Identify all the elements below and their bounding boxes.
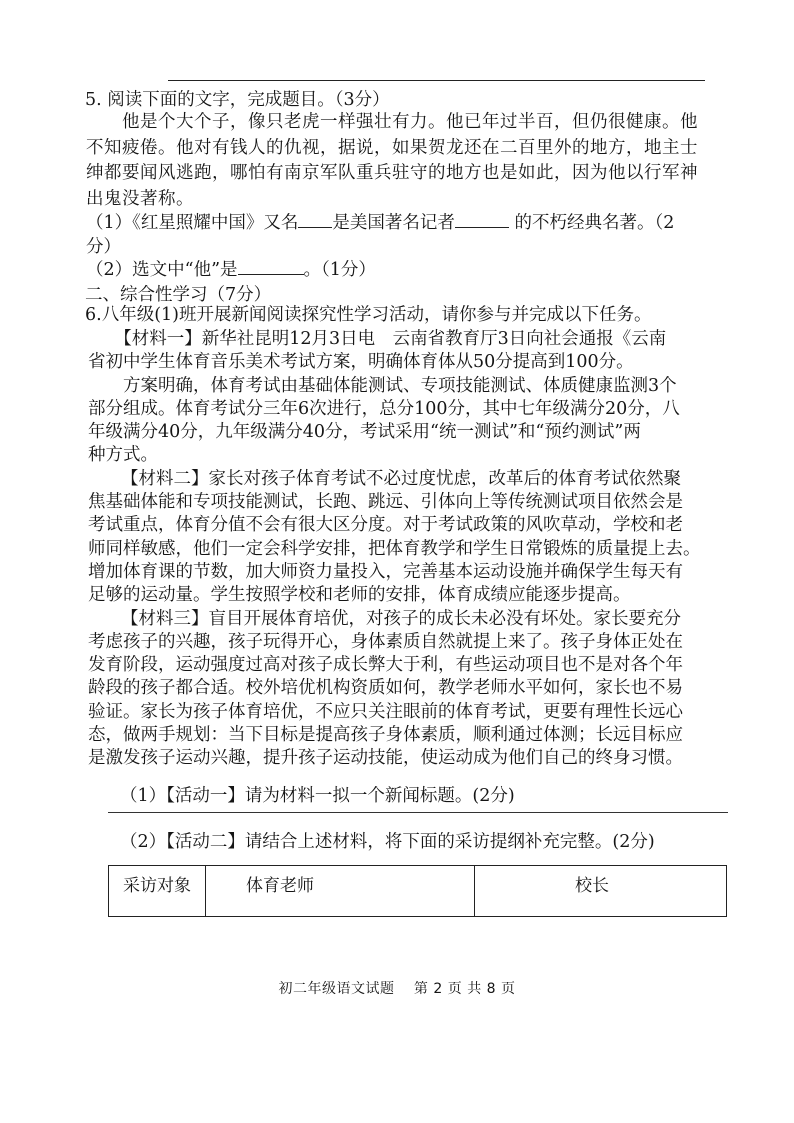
- material-line: 焦基础体能和专项技能测试，长跑、跳远、引体向上等传统测试项目依然会是: [88, 492, 683, 513]
- material-line: 【材料一】新华社昆明12月3日电 云南省教育厅3日向社会通报《云南: [88, 329, 667, 349]
- q5-2-suffix: 。（1分）: [303, 260, 376, 280]
- material-line: 种方式。: [88, 445, 158, 466]
- material-line: 考虑孩子的兴趣，孩子玩得开心，身体素质自然就提上来了。孩子身体正处在: [88, 631, 683, 652]
- interview-outline-table: [108, 865, 727, 917]
- material-line: 师同样敏感，他们一定会科学安排，把体育教学和学生日常锻炼的质量提上去。: [88, 538, 701, 559]
- material-line: 部分组成。体育考试分三年6次进行，总分100分，其中七年级满分20分，八: [88, 398, 680, 419]
- principal-cell[interactable]: 校长: [475, 866, 727, 917]
- answer-blank-reporter[interactable]: [455, 210, 509, 228]
- section-2-heading: 二、综合性学习（7分）: [85, 285, 272, 305]
- question-6-title: 6.八年级(1)班开展新闻阅读探究性学习活动，请你参与并完成以下任务。: [85, 305, 652, 325]
- question-5-part-1: [86, 210, 674, 260]
- passage-line: 他是个大个子，像只老虎一样强壮有力。他已年过半百，但仍很健康。他: [86, 112, 698, 132]
- material-line: 态，做两手规划：当下目标是提高孩子身体素质，顺利通过体测；长远目标应: [88, 725, 683, 746]
- question-5-part-2: [86, 257, 376, 283]
- q5-1-middle: 是美国著名记者: [332, 213, 455, 233]
- activity-2-prompt: （2）【活动二】请结合上述材料，将下面的采访提纲补充完整。(2分): [120, 832, 655, 852]
- passage-line: 不知疲倦。他对有钱人的仇视，据说，如果贺龙还在二百里外的地方，地主士: [86, 137, 698, 158]
- material-line: 龄段的孩子都合适。校外培优机构资质如何，教学老师水平如何，家长也不易: [88, 678, 683, 699]
- activity-1-answer-line[interactable]: [108, 812, 728, 813]
- passage-line: 绅都要闻风逃跑，哪怕有南京军队重兵驻守的地方也是如此，因为他以行军神: [86, 163, 698, 183]
- q5-1-prefix: （1）《红星照耀中国》又名: [86, 213, 299, 233]
- material-line: 验证。家长为孩子体育培优，不应只关注眼前的体育考试，更要有理性长远心: [88, 701, 683, 722]
- answer-blank-he[interactable]: [238, 257, 304, 275]
- material-line: 【材料三】盲目开展体育培优，对孩子的成长未必没有坏处。家长要充分: [121, 608, 681, 629]
- material-line: 足够的运动量。学生按照学校和老师的安排，体育成绩应能逐步提高。: [88, 585, 631, 606]
- material-line: 考试重点，体育分值不会有很大区分度。对于考试政策的风吹草动，学校和老: [88, 515, 683, 536]
- top-rule: [168, 80, 705, 81]
- q5-1-suffix: 的不朽经典名著。（2: [508, 213, 675, 233]
- page-footer: 初二年级语文试题 第 2 页 共 8 页: [278, 981, 516, 997]
- activity-1-prompt: （1）【活动一】请为材料一拟一个新闻标题。(2分): [120, 786, 515, 806]
- question-5-title: 5. 阅读下面的文字，完成题目。（3分）: [85, 90, 390, 110]
- table-header-cell: 采访对象: [109, 866, 206, 917]
- material-line: 发育阶段，运动强度过高对孩子成长弊大于利，有些运动项目也不是对各个年: [88, 655, 683, 676]
- material-line: 增加体育课的节数，加大师资力量投入，完善基本运动设施并确保学生每天有: [88, 561, 683, 582]
- material-line: 省初中学生体育音乐美术考试方案，明确体育体从50分提高到100分。: [88, 352, 634, 373]
- reading-passage: [86, 110, 698, 212]
- pe-teacher-cell[interactable]: 体育老师: [206, 866, 475, 917]
- material-line: 年级满分40分，九年级满分40分，考试采用“统一测试”和“预约测试”两: [88, 422, 641, 443]
- table-row: [109, 866, 727, 917]
- q5-2-prefix: （2）选文中“他”是: [86, 260, 238, 280]
- passage-line: 出鬼没著称。: [86, 188, 194, 209]
- material-line: 是激发孩子运动兴趣，提升孩子运动技能，使运动成为他们自己的终身习惯。: [88, 748, 683, 769]
- answer-blank-alias[interactable]: [298, 210, 332, 228]
- material-line: 方案明确，体育考试由基础体能测试、专项技能测试、体质健康监测3个: [88, 375, 677, 396]
- q5-1-continuation: 分）: [86, 237, 121, 257]
- material-line: 【材料二】家长对孩子体育考试不必过度忧虑，改革后的体育考试依然聚: [121, 468, 681, 489]
- materials-text: [88, 328, 701, 771]
